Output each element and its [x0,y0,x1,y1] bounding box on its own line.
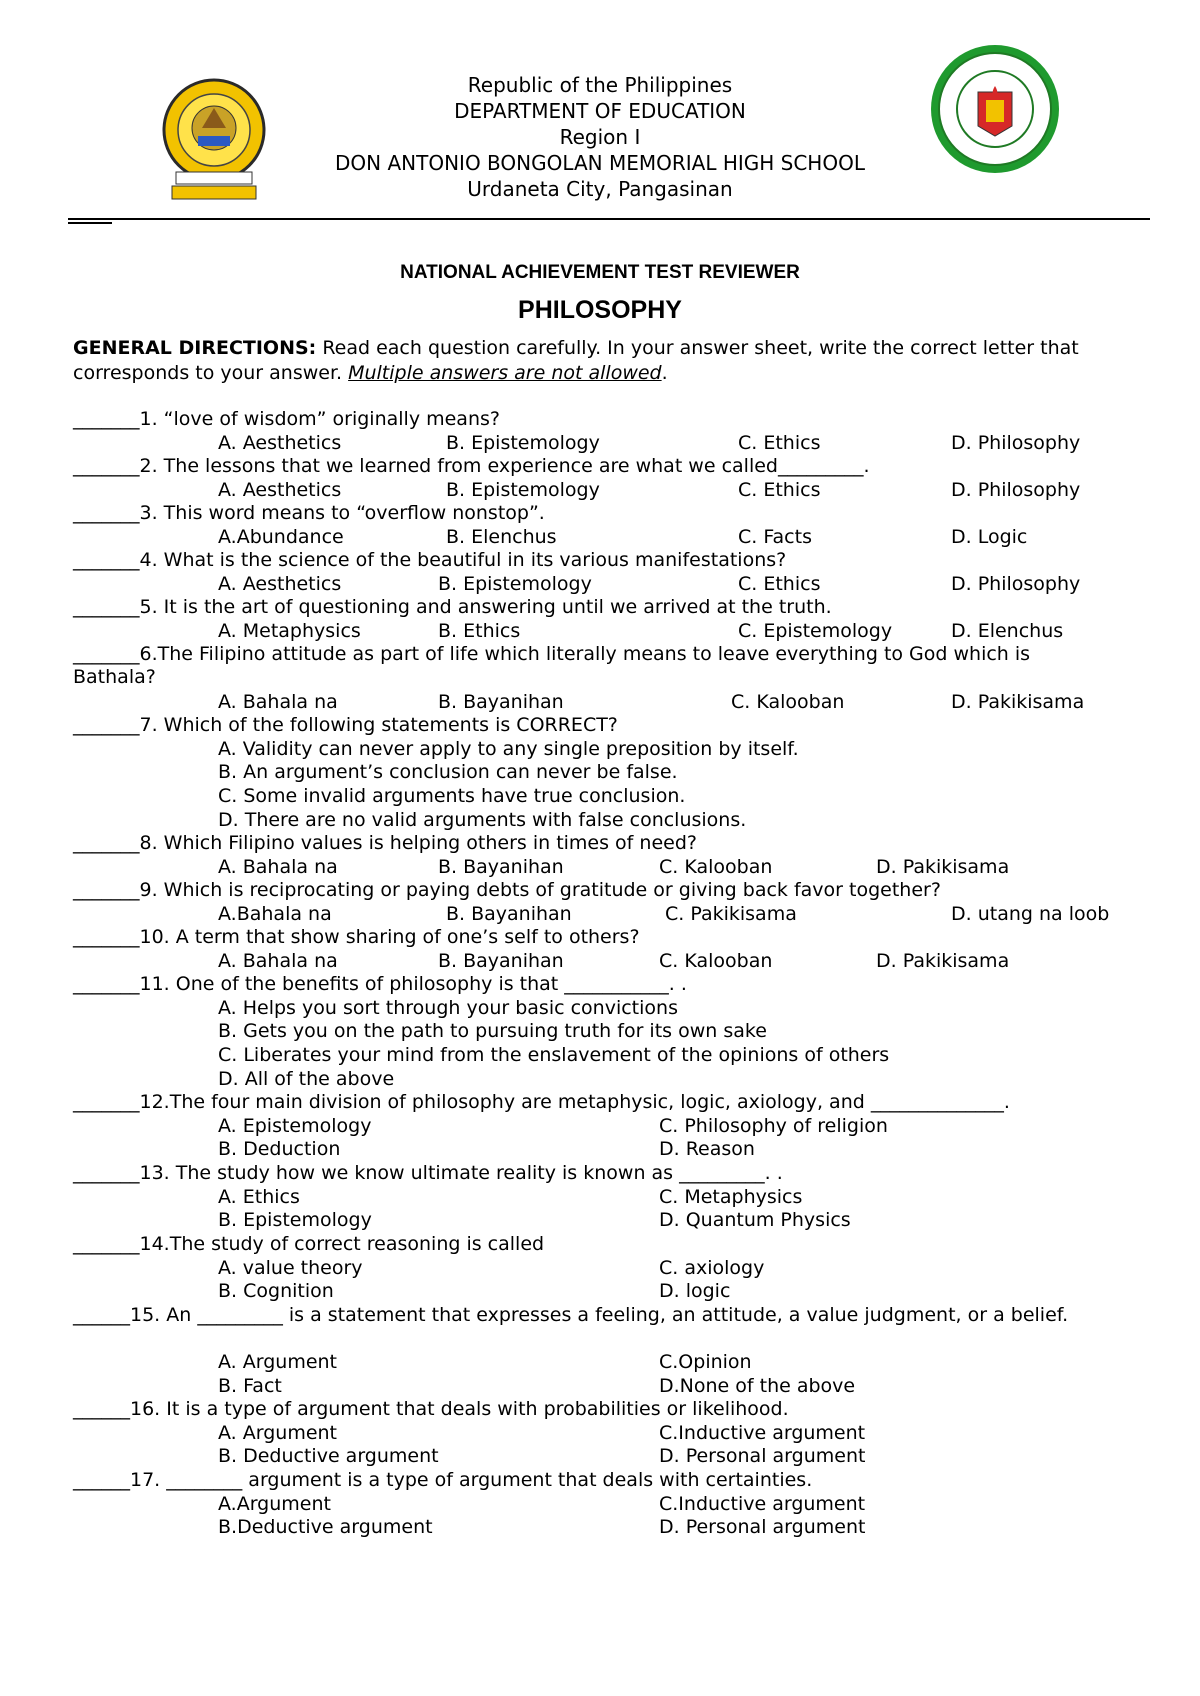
question-10: _______10. A term that show sharing of one’s self to others? [73,926,640,948]
question-17: ______17. ________ argument is a type of argument that deals with certainties. [73,1469,813,1491]
question-16: ______16. It is a type of argument that deals with probabilities or likelihood. [73,1398,789,1420]
q17-option-c: C.Inductive argument [659,1493,866,1515]
directions-text: Read each question carefully. In your answer sheet, write the correct letter that corresponds to your answer. [73,337,1079,384]
q9-option-d: D. utang na loob [951,903,1110,925]
q11-option-a: A. Helps you sort through your basic convictions [218,997,678,1019]
header-divider-tick [68,222,112,224]
question-14: _______14.The study of correct reasoning is called [73,1233,545,1255]
q14-option-d: D. logic [659,1280,731,1302]
q6-option-d: D. Pakikisama [951,691,1085,713]
q1-option-c: C. Ethics [738,432,821,454]
header-school: DON ANTONIO BONGOLAN MEMORIAL HIGH SCHOOL [335,151,865,175]
q6-option-c: C. Kalooban [731,691,845,713]
q2-option-b: B. Epistemology [446,479,600,501]
directions-label: GENERAL DIRECTIONS: [73,337,317,359]
question-13: _______13. The study how we know ultimate reality is known as _________. . [73,1162,783,1184]
q15-option-c: C.Opinion [659,1351,752,1373]
question-15: ______15. An _________ is a statement that expresses a feeling, an attitude, a value judgment, or a belief. [73,1304,1069,1326]
q5-option-a: A. Metaphysics [218,620,361,642]
q11-option-c: C. Liberates your mind from the enslavement of the opinions of others [218,1044,890,1066]
document-title: NATIONAL ACHIEVEMENT TEST REVIEWER [400,262,800,283]
q3-option-b: B. Elenchus [446,526,557,548]
q3-option-d: D. Logic [951,526,1028,548]
q13-option-d: D. Quantum Physics [659,1209,851,1231]
q2-option-d: D. Philosophy [951,479,1081,501]
q12-option-a: A. Epistemology [218,1115,372,1137]
q1-option-d: D. Philosophy [951,432,1081,454]
question-4: _______4. What is the science of the beautiful in its various manifestations? [73,549,787,571]
question-6: _______6.The Filipino attitude as part of life which literally means to leave everything to God which is Bathala? [73,643,1031,688]
q13-option-b: B. Epistemology [218,1209,372,1231]
q10-option-d: D. Pakikisama [876,950,1010,972]
q14-option-b: B. Cognition [218,1280,334,1302]
question-7: _______7. Which of the following statements is CORRECT? [73,714,618,736]
q15-option-b: B. Fact [218,1375,282,1397]
q14-option-a: A. value theory [218,1257,363,1279]
q7-option-d: D. There are no valid arguments with false conclusions. [218,809,747,831]
q1-option-b: B. Epistemology [446,432,600,454]
header-city: Urdaneta City, Pangasinan [467,177,733,201]
q9-option-b: B. Bayanihan [446,903,572,925]
subject-title: PHILOSOPHY [518,296,682,324]
q4-option-a: A. Aesthetics [218,573,342,595]
q5-option-d: D. Elenchus [951,620,1064,642]
q13-option-a: A. Ethics [218,1186,300,1208]
question-11: _______11. One of the benefits of philosophy is that ___________. . [73,973,687,995]
q7-option-b: B. An argument’s conclusion can never be false. [218,761,678,783]
q14-option-c: C. axiology [659,1257,765,1279]
q16-option-c: C.Inductive argument [659,1422,866,1444]
q10-option-c: C. Kalooban [659,950,773,972]
q6-option-b: B. Bayanihan [438,691,564,713]
question-1: _______1. “love of wisdom” originally means? [73,408,500,430]
q15-option-d: D.None of the above [659,1375,856,1397]
q8-option-c: C. Kalooban [659,856,773,878]
q4-option-b: B. Epistemology [438,573,592,595]
header-region: Region I [559,125,641,149]
q8-option-d: D. Pakikisama [876,856,1010,878]
q16-option-d: D. Personal argument [659,1445,866,1467]
q16-option-a: A. Argument [218,1422,338,1444]
question-8: _______8. Which Filipino values is helping others in times of need? [73,832,697,854]
question-5: _______5. It is the art of questioning and answering until we arrived at the truth. [73,596,832,618]
header-department: DEPARTMENT OF EDUCATION [454,99,746,123]
q17-option-b: B.Deductive argument [218,1516,433,1538]
q17-option-d: D. Personal argument [659,1516,866,1538]
q2-option-a: A. Aesthetics [218,479,342,501]
q3-option-a: A.Abundance [218,526,344,548]
q10-option-a: A. Bahala na [218,950,338,972]
q12-option-b: B. Deduction [218,1138,341,1160]
q2-option-c: C. Ethics [738,479,821,501]
q13-option-c: C. Metaphysics [659,1186,803,1208]
q16-option-b: B. Deductive argument [218,1445,439,1467]
q5-option-b: B. Ethics [438,620,521,642]
question-3: _______3. This word means to “overflow nonstop”. [73,502,545,524]
q8-option-a: A. Bahala na [218,856,338,878]
q12-option-c: C. Philosophy of religion [659,1115,888,1137]
q3-option-c: C. Facts [738,526,812,548]
q12-option-d: D. Reason [659,1138,755,1160]
q4-option-d: D. Philosophy [951,573,1081,595]
q17-option-a: A.Argument [218,1493,331,1515]
q7-option-c: C. Some invalid arguments have true conclusion. [218,785,686,807]
q8-option-b: B. Bayanihan [438,856,564,878]
question-12: _______12.The four main division of philosophy are metaphysic, logic, axiology, and ______________. [73,1091,1010,1113]
header-divider [68,218,1150,220]
q5-option-c: C. Epistemology [738,620,893,642]
directions-end: . [661,362,668,384]
header-republic: Republic of the Philippines [467,73,733,97]
general-directions [73,336,1133,386]
q7-option-a: A. Validity can never apply to any single preposition by itself. [218,738,799,760]
q11-option-b: B. Gets you on the path to pursuing truth for its own sake [218,1020,767,1042]
q4-option-c: C. Ethics [738,573,821,595]
q6-option-a: A. Bahala na [218,691,338,713]
q9-option-a: A.Bahala na [218,903,332,925]
q15-option-a: A. Argument [218,1351,338,1373]
question-9: _______9. Which is reciprocating or paying debts of gratitude or giving back favor together? [73,879,941,901]
q11-option-d: D. All of the above [218,1068,395,1090]
q10-option-b: B. Bayanihan [438,950,564,972]
directions-emphasis: Multiple answers are not allowed [348,362,662,384]
question-2: _______2. The lessons that we learned from experience are what we called_________. [73,455,870,477]
q1-option-a: A. Aesthetics [218,432,342,454]
q9-option-c: C. Pakikisama [665,903,797,925]
